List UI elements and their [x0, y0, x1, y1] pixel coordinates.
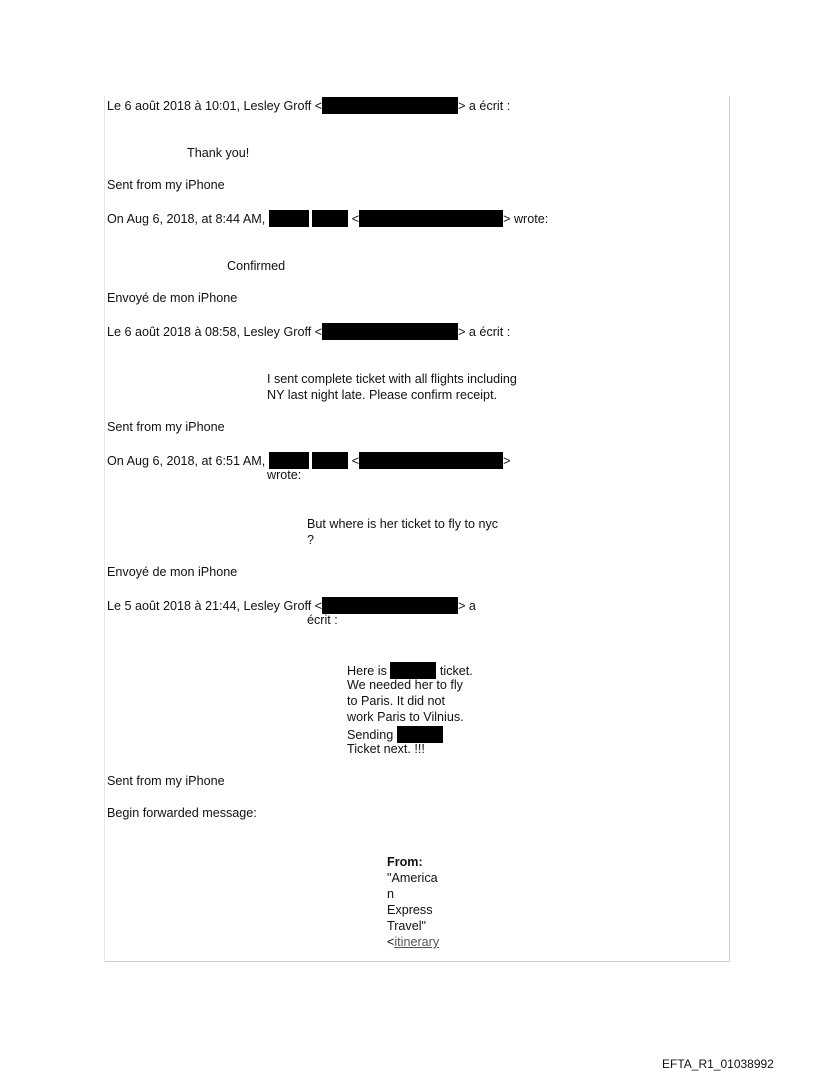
header-text: <: [351, 454, 360, 468]
header-text: Le 6 août 2018 à 08:58, Lesley Groff <: [107, 325, 323, 339]
message-body-line: But where is her ticket to fly to nyc: [307, 517, 499, 531]
redacted-email: [359, 452, 503, 469]
header-text: > a écrit :: [458, 99, 511, 113]
message-body-line: I sent complete ticket with all flights including: [267, 372, 517, 386]
redacted-email: [322, 323, 458, 340]
redacted-name: [269, 210, 309, 227]
redacted-email: [322, 597, 458, 614]
header-line-1: [107, 97, 510, 114]
from-line: [387, 935, 439, 950]
header-wrap: wrote:: [267, 468, 302, 482]
message-body-line: [347, 726, 443, 743]
from-text: <: [387, 935, 395, 949]
header-text: On Aug 6, 2018, at 8:44 AM,: [107, 212, 266, 226]
from-line: Express: [387, 903, 433, 917]
forwarded-message-label: Begin forwarded message:: [107, 806, 257, 820]
header-line-4: [107, 452, 510, 469]
message-body-line: NY last night late. Please confirm receipt.: [267, 388, 498, 402]
document-id: EFTA_R1_01038992: [662, 1057, 774, 1071]
header-text: Le 6 août 2018 à 10:01, Lesley Groff <: [107, 99, 323, 113]
redacted-name: [312, 210, 348, 227]
from-line: Travel": [387, 919, 426, 933]
header-text: >: [503, 454, 511, 468]
message-body-line: [347, 662, 473, 679]
message-body-line: to Paris. It did not: [347, 694, 446, 708]
message-body: Confirmed: [227, 259, 286, 273]
header-text: > wrote:: [503, 212, 549, 226]
redacted-name: [269, 452, 309, 469]
redacted-name: [312, 452, 348, 469]
from-label: From:: [387, 855, 423, 869]
header-text: Le 5 août 2018 à 21:44, Lesley Groff <: [107, 599, 323, 613]
body-text: Sending: [347, 728, 394, 742]
header-line-3: [107, 323, 510, 340]
header-text: <: [351, 212, 360, 226]
signature: Envoyé de mon iPhone: [107, 565, 238, 579]
header-wrap: écrit :: [307, 613, 338, 627]
header-line-5: [107, 597, 476, 614]
body-text: ticket.: [439, 664, 473, 678]
redacted-email: [359, 210, 503, 227]
body-text: Here is: [347, 664, 387, 678]
signature: Sent from my iPhone: [107, 774, 225, 788]
signature: Envoyé de mon iPhone: [107, 291, 238, 305]
redacted-email: [322, 97, 458, 114]
from-line: n: [387, 887, 395, 901]
signature: Sent from my iPhone: [107, 178, 225, 192]
header-text: On Aug 6, 2018, at 6:51 AM,: [107, 454, 266, 468]
redacted-name: [390, 662, 436, 679]
message-body-line: Ticket next. !!!: [347, 742, 425, 756]
message-body-line: work Paris to Vilnius.: [347, 710, 464, 724]
itinerary-link[interactable]: itinerary: [394, 935, 440, 949]
message-body-line: We needed her to fly: [347, 678, 463, 692]
redacted-name: [397, 726, 443, 743]
from-line: "America: [387, 871, 438, 885]
header-text: > a écrit :: [458, 325, 511, 339]
header-line-2: [107, 210, 548, 227]
signature: Sent from my iPhone: [107, 420, 225, 434]
message-body-line: ?: [307, 533, 315, 547]
header-text: > a: [458, 599, 476, 613]
message-body: Thank you!: [187, 146, 250, 160]
